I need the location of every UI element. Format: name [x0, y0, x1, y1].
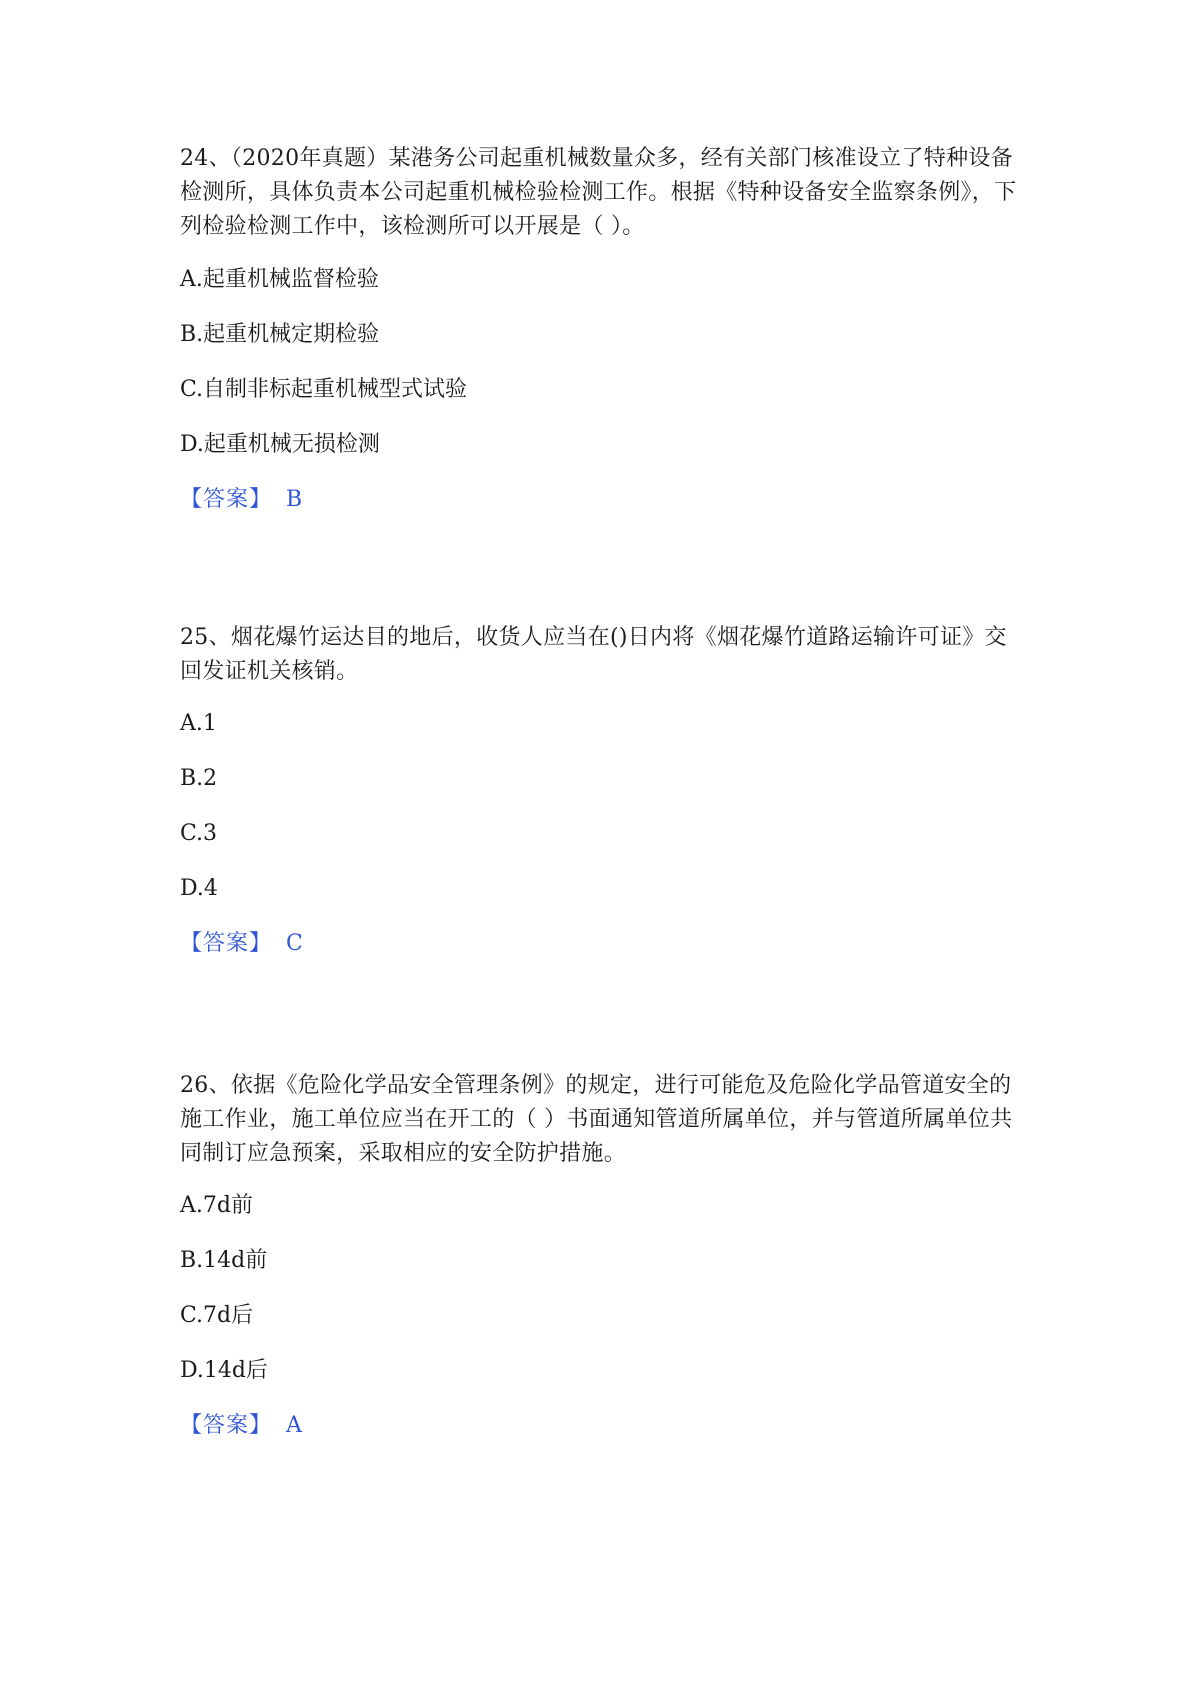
question-25: [180, 621, 1020, 956]
answer-label: 【答案】: [180, 487, 273, 512]
option-b: B.2: [180, 766, 218, 791]
option-a: A.7d前: [180, 1193, 253, 1218]
option-d: D.14d后: [180, 1358, 268, 1383]
answer-line: [180, 929, 303, 959]
question-stem: 26、依据《危险化学品安全管理条例》的规定，进行可能危及危险化学品管道安全的施工作业，施工单位应当在开工的（ ）书面通知管道所属单位，并与管道所属单位共同制订应急预案，采取相应的安全防护措施。: [180, 1073, 1013, 1166]
question-24: [180, 142, 1020, 512]
answer-label: 【答案】: [180, 1413, 273, 1438]
option-a: A.1: [180, 711, 217, 736]
option-c: C.自制非标起重机械型式试验: [180, 377, 468, 402]
option-b: B.14d前: [180, 1248, 268, 1273]
option-a: A.起重机械监督检验: [180, 267, 379, 292]
option-c: C.3: [180, 821, 218, 846]
question-stem: 24、（2020年真题）某港务公司起重机械数量众多，经有关部门核准设立了特种设备检测所，具体负责本公司起重机械检验检测工作。根据《特种设备安全监察条例》，下列检验检测工作中，该检测所可以开展是（ ）。: [180, 146, 1017, 239]
option-d: D.起重机械无损检测: [180, 432, 380, 457]
answer-line: [180, 1411, 302, 1441]
answer-line: [180, 485, 302, 515]
option-d: D.4: [180, 876, 218, 901]
question-stem: 25、烟花爆竹运达目的地后，收货人应当在()日内将《烟花爆竹道路运输许可证》交回发证机关核销。: [180, 625, 1007, 684]
answer-value: C: [286, 931, 303, 956]
option-c: C.7d后: [180, 1303, 254, 1328]
answer-value: A: [286, 1413, 302, 1438]
answer-label: 【答案】: [180, 931, 273, 956]
option-b: B.起重机械定期检验: [180, 322, 380, 347]
question-26: [180, 1069, 1020, 1438]
answer-value: B: [286, 487, 303, 512]
